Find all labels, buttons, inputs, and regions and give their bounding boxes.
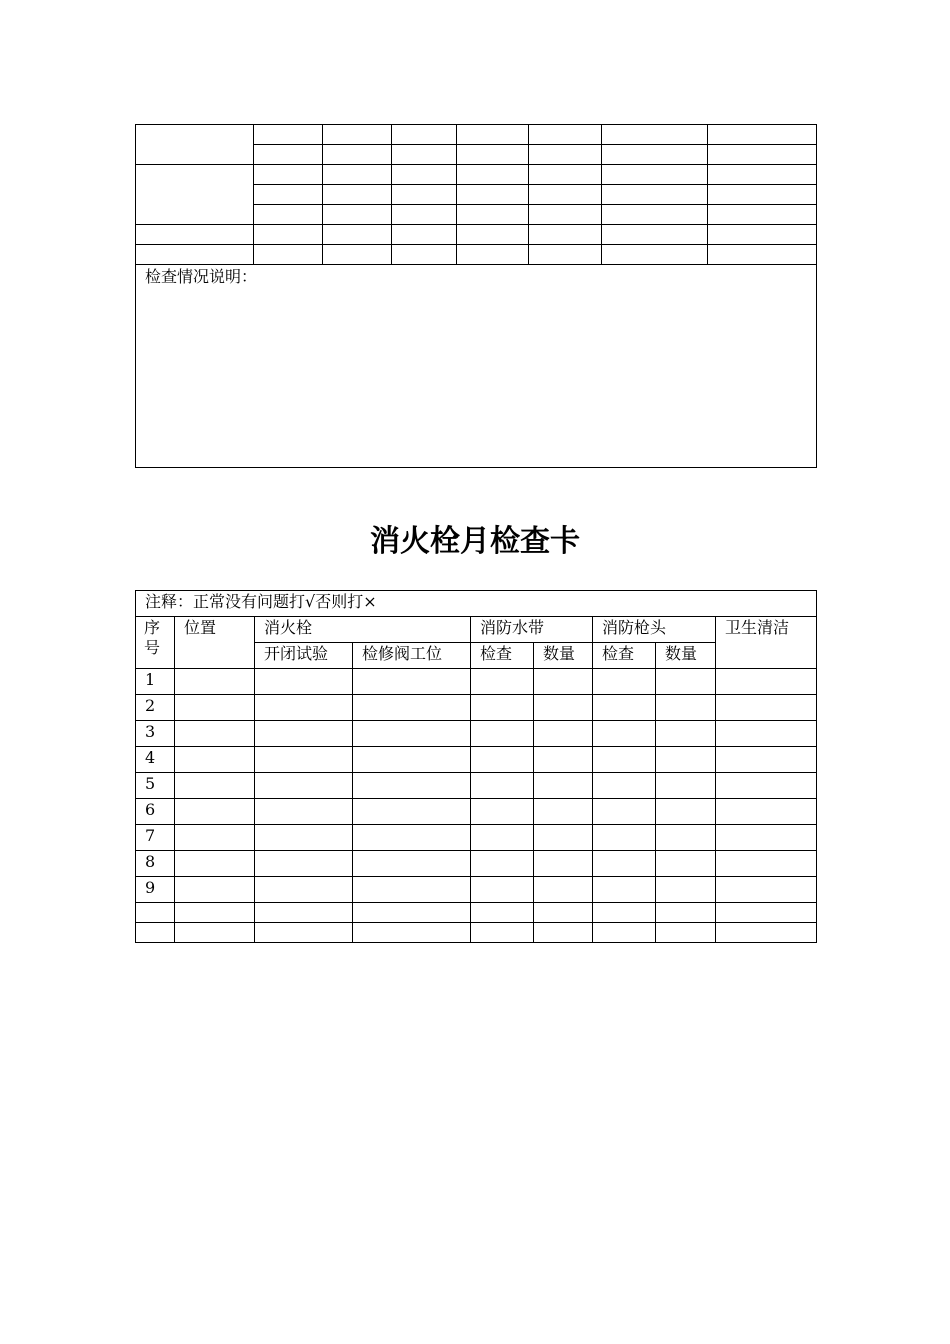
header-hose-qty: 数量 [534, 643, 593, 669]
hose-check-cell[interactable] [471, 747, 534, 773]
table-row [136, 695, 817, 721]
cleaning-cell[interactable] [716, 923, 817, 943]
row-number: 4 [136, 747, 175, 773]
valve-position-cell[interactable] [353, 773, 471, 799]
table-row [136, 923, 817, 943]
hose-check-cell[interactable] [471, 877, 534, 903]
nozzle-check-cell[interactable] [593, 903, 656, 923]
nozzle-check-cell[interactable] [593, 669, 656, 695]
upper-form-row [136, 245, 817, 265]
inspection-notes-cell[interactable] [136, 265, 817, 468]
row-number: 5 [136, 773, 175, 799]
nozzle-check-cell[interactable] [593, 799, 656, 825]
location-cell[interactable] [175, 903, 255, 923]
nozzle-qty-cell[interactable] [656, 799, 716, 825]
hose-qty-cell[interactable] [534, 799, 593, 825]
upper-form-row [136, 165, 817, 185]
hose-qty-cell[interactable] [534, 747, 593, 773]
valve-position-cell[interactable] [353, 799, 471, 825]
row-number [136, 923, 175, 943]
hose-check-cell[interactable] [471, 825, 534, 851]
hose-qty-cell[interactable] [534, 773, 593, 799]
note-row [136, 591, 817, 617]
nozzle-qty-cell[interactable] [656, 825, 716, 851]
open-close-test-cell[interactable] [255, 903, 353, 923]
header-nozzle-check: 检查 [593, 643, 656, 669]
row-number: 9 [136, 877, 175, 903]
location-cell[interactable] [175, 773, 255, 799]
open-close-test-cell[interactable] [255, 721, 353, 747]
nozzle-check-cell[interactable] [593, 695, 656, 721]
inspection-notes-label: 检查情况说明： [145, 267, 258, 286]
hose-check-cell[interactable] [471, 669, 534, 695]
nozzle-check-cell[interactable] [593, 825, 656, 851]
header-valve-position: 检修阀工位 [353, 643, 471, 669]
valve-position-cell[interactable] [353, 851, 471, 877]
cleaning-cell[interactable] [716, 799, 817, 825]
location-cell[interactable] [175, 695, 255, 721]
table-row [136, 825, 817, 851]
open-close-test-cell[interactable] [255, 799, 353, 825]
location-cell[interactable] [175, 799, 255, 825]
upper-form-table [135, 124, 817, 468]
table-row [136, 721, 817, 747]
cleaning-cell[interactable] [716, 825, 817, 851]
cleaning-cell[interactable] [716, 773, 817, 799]
hydrant-check-card-table [135, 590, 817, 943]
cleaning-cell[interactable] [716, 695, 817, 721]
table-row [136, 773, 817, 799]
table-row [136, 851, 817, 877]
row-number: 8 [136, 851, 175, 877]
row-number [136, 903, 175, 923]
cleaning-cell[interactable] [716, 721, 817, 747]
nozzle-qty-cell[interactable] [656, 695, 716, 721]
nozzle-qty-cell[interactable] [656, 773, 716, 799]
hose-check-cell[interactable] [471, 799, 534, 825]
cleaning-cell[interactable] [716, 903, 817, 923]
row-number: 2 [136, 695, 175, 721]
header-hose-check: 检查 [471, 643, 534, 669]
hose-qty-cell[interactable] [534, 923, 593, 943]
nozzle-check-cell[interactable] [593, 851, 656, 877]
nozzle-qty-cell[interactable] [656, 851, 716, 877]
location-cell[interactable] [175, 851, 255, 877]
table-row [136, 799, 817, 825]
header-hydrant: 消火栓 [255, 617, 471, 643]
open-close-test-cell[interactable] [255, 923, 353, 943]
open-close-test-cell[interactable] [255, 825, 353, 851]
hose-check-cell[interactable] [471, 903, 534, 923]
header-seq: 序号 [136, 617, 175, 669]
row-number: 1 [136, 669, 175, 695]
hose-qty-cell[interactable] [534, 903, 593, 923]
hose-check-cell[interactable] [471, 721, 534, 747]
header-nozzle-qty: 数量 [656, 643, 716, 669]
cleaning-cell[interactable] [716, 851, 817, 877]
valve-position-cell[interactable] [353, 923, 471, 943]
nozzle-qty-cell[interactable] [656, 923, 716, 943]
valve-position-cell[interactable] [353, 747, 471, 773]
table-row [136, 877, 817, 903]
nozzle-qty-cell[interactable] [656, 903, 716, 923]
hose-qty-cell[interactable] [534, 825, 593, 851]
location-cell[interactable] [175, 747, 255, 773]
header-nozzle: 消防枪头 [593, 617, 716, 643]
row-number: 7 [136, 825, 175, 851]
location-cell[interactable] [175, 669, 255, 695]
nozzle-check-cell[interactable] [593, 773, 656, 799]
hose-check-cell[interactable] [471, 851, 534, 877]
nozzle-check-cell[interactable] [593, 721, 656, 747]
notes-row [136, 265, 817, 468]
open-close-test-cell[interactable] [255, 747, 353, 773]
nozzle-check-cell[interactable] [593, 923, 656, 943]
page-title: 消火栓月检查卡 [370, 524, 580, 559]
cleaning-cell[interactable] [716, 747, 817, 773]
location-cell[interactable] [175, 721, 255, 747]
open-close-test-cell[interactable] [255, 877, 353, 903]
nozzle-qty-cell[interactable] [656, 669, 716, 695]
valve-position-cell[interactable] [353, 877, 471, 903]
hose-qty-cell[interactable] [534, 877, 593, 903]
upper-form-cell [136, 165, 254, 225]
valve-position-cell[interactable] [353, 903, 471, 923]
upper-form-cell [136, 125, 254, 165]
open-close-test-cell[interactable] [255, 851, 353, 877]
nozzle-check-cell[interactable] [593, 747, 656, 773]
hose-check-cell[interactable] [471, 773, 534, 799]
valve-position-cell[interactable] [353, 721, 471, 747]
header-location: 位置 [175, 617, 255, 669]
nozzle-qty-cell[interactable] [656, 877, 716, 903]
header-cleaning: 卫生清洁 [716, 617, 817, 669]
hose-check-cell[interactable] [471, 695, 534, 721]
hose-qty-cell[interactable] [534, 851, 593, 877]
valve-position-cell[interactable] [353, 695, 471, 721]
hose-qty-cell[interactable] [534, 695, 593, 721]
location-cell[interactable] [175, 825, 255, 851]
hose-check-cell[interactable] [471, 923, 534, 943]
open-close-test-cell[interactable] [255, 669, 353, 695]
nozzle-check-cell[interactable] [593, 877, 656, 903]
upper-form-row [136, 225, 817, 245]
valve-position-cell[interactable] [353, 669, 471, 695]
header-open-close-test: 开闭试验 [255, 643, 353, 669]
nozzle-qty-cell[interactable] [656, 721, 716, 747]
cleaning-cell[interactable] [716, 669, 817, 695]
open-close-test-cell[interactable] [255, 695, 353, 721]
open-close-test-cell[interactable] [255, 773, 353, 799]
row-number: 3 [136, 721, 175, 747]
table-row [136, 669, 817, 695]
hose-qty-cell[interactable] [534, 721, 593, 747]
upper-form-row [136, 125, 817, 145]
hose-qty-cell[interactable] [534, 669, 593, 695]
nozzle-qty-cell[interactable] [656, 747, 716, 773]
valve-position-cell[interactable] [353, 825, 471, 851]
legend-note: 注释：正常没有问题打√否则打× [136, 591, 817, 617]
header-hose: 消防水带 [471, 617, 593, 643]
location-cell[interactable] [175, 923, 255, 943]
table-row [136, 747, 817, 773]
table-row [136, 903, 817, 923]
location-cell[interactable] [175, 877, 255, 903]
cleaning-cell[interactable] [716, 877, 817, 903]
row-number: 6 [136, 799, 175, 825]
header-row [136, 617, 817, 643]
